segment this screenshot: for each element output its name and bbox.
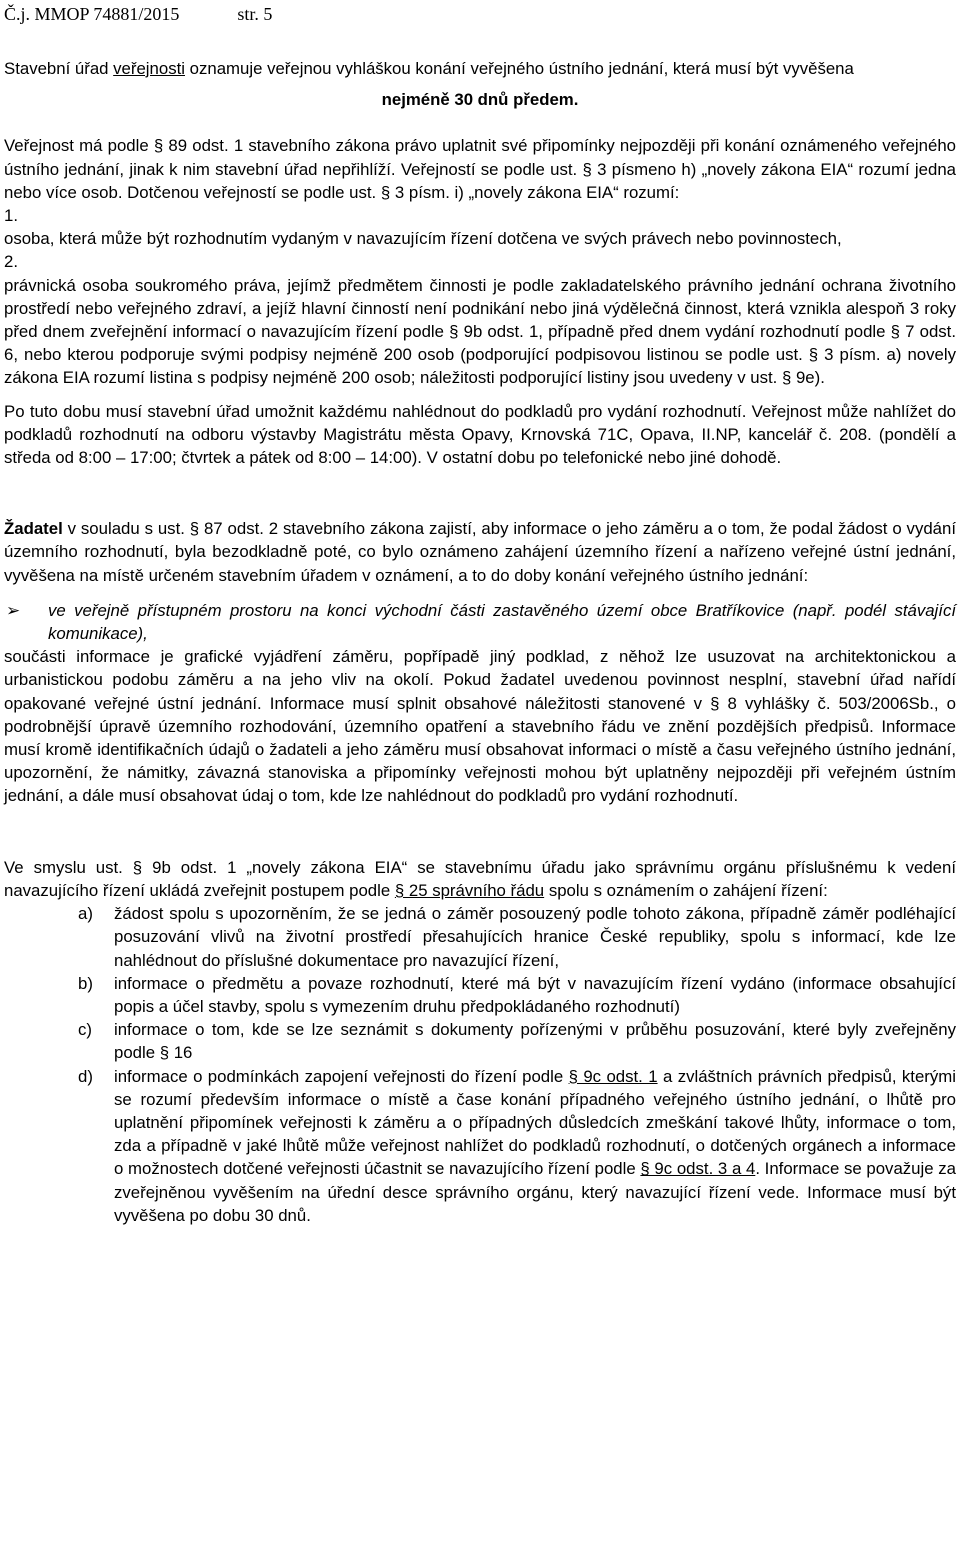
item-number: 2. (4, 252, 18, 272)
information-paragraph: součásti informace je grafické vyjádření záměru, popřípadě jiný podklad, z něhož lze usuzovat na architektonickou a urbanistickou podobu záměru a na jeho vliv na okolí. Pokud žadatel uvedenou povinnost nesplní, stavební úřad nařídí opakované veřejné ústní jednání. Informace musí splnit obsahové náležitosti stanovené v § 8 vyhlášky č. 503/2006Sb., o podrobnější úpravě územního rozhodování, územního opatření a stavebního řádu ve znění pozdějších předpisů. Informace musí kromě identifikačních údajů o žadateli a jeho záměru musí obsahovat informaci o místě a času veřejného ústního jednání, upozornění, že námitky, závazná stanoviska a připomínky veřejnosti mohou být uplatněny nejpozději při veřejném ústním jednání, a dále musí obsahovat údaj o tom, kde lze nahlédnout do podkladů pro vydání rozhodnutí. (4, 647, 956, 806)
deadline-bold: nejméně 30 dnů předem. (381, 90, 579, 110)
numbered-item-1 (4, 204, 956, 250)
item-text: právnická osoba soukromého práva, jejímž předmětem činnosti je podle zakladatelského právního jednání ochrana životního prostředí nebo veřejného zdraví, a jejíž hlavní činností není podnikání nebo jiná výdělečná činnost, která vznikla alespoň 3 roky před dnem zveřejnění informací o navazujícím řízení podle § 9b odst. 1, případně před dnem vydání rozhodnutí podle § 7 odst. 6, nebo kterou podporuje svými podpisy nejméně 200 osob (podporující podpisovou listinou se podle ust. § 3 písm. a) novely zákona EIA rozumí listina s podpisy nejméně 200 osob; náležitosti podporující listiny jsou uvedeny v ust. § 9e). (4, 275, 956, 388)
item-text: osoba, která může být rozhodnutím vydaným v navazujícím řízení dotčena ve svých právech nebo povinnostech, (4, 229, 842, 249)
lettered-list (78, 902, 956, 1227)
reference-number: Č.j. MMOP 74881/2015 (4, 4, 180, 24)
applicant-label: Žadatel (4, 519, 63, 539)
announcement-paragraph: Stavební úřad veřejnosti oznamuje veřejnou vyhláškou konání veřejného ústního jednání, která musí být vyvěšena (4, 59, 854, 78)
list-item: c) informace o tom, kde se lze seznámit s dokumenty pořízenými v průběhu posuzování, které byly zveřejněny podle § 16 (78, 1020, 956, 1063)
public-rights-paragraph: Veřejnost má podle § 89 odst. 1 stavebního zákona právo uplatnit své připomínky nejpozději při konání oznámeného veřejného ústního jednání, jinak k nim stavební úřad nepřihlíží. Veřejností se podle ust. § 3 písmeno h) „novely zákona EIA“ rozumí jedna nebo více osob. Dotčenou veřejností se podle ust. § 3 písm. i) „novely zákona EIA“ rozumí: (4, 136, 956, 202)
bullet-text: ve veřejně přístupném prostoru na konci východní části zastavěného území obce Bratříkovice (např. podél stávající komunikace), (48, 600, 956, 644)
list-item: d) informace o podmínkách zapojení veřejnosti do řízení podle § 9c odst. 1 a zvláštních právních předpisů, kterými se rozumí především informace o místě a čase konání případného veřejného ústního jednání, o lhůtě pro uplatnění připomínek veřejnosti k záměru a o případných důsledcích zmeškání takové lhůty, informace o tom, zda a případně v jaké lhůtě může veřejnost nahlížet do podkladů rozhodnutí, o dotčených orgánech a informace o možnostech dotčené veřejnosti účastnit se navazujícího řízení podle § 9c odst. 3 a 4. Informace se považuje za zveřejněnou vyvěšením na úřední desce správního orgánu, který navazující řízení vede. Informace musí být vyvěšena po dobu 30 dnů. (78, 1066, 956, 1225)
underlined-public: veřejnosti (113, 59, 185, 78)
list-item: b) informace o předmětu a povaze rozhodnutí, které má být v navazujícím řízení vydáno (informace obsahující popis a účel stavby, spolu s vymezením druhu předpokládaného rozhodnutí) (78, 973, 956, 1016)
list-item: a) žádost spolu s upozorněním, že se jedná o záměr posouzený podle tohoto zákona, případně záměr podléhající posuzování vlivů na životní prostředí přesahujících hranice České republiky, spolu s informací, kde lze nahlédnout do příslušné dokumentace pro navazující řízení, (78, 904, 956, 970)
numbered-item-2 (4, 250, 956, 389)
page-number: str. 5 (237, 4, 273, 24)
arrow-bullet-icon: ➢ (6, 600, 21, 620)
admin-code-link: § 25 správního řádu (394, 880, 545, 900)
inspection-paragraph: Po tuto dobu musí stavební úřad umožnit každému nahlédnout do podkladů pro vydání rozhodnutí. Veřejnost může nahlížet do podkladů rozhodnutí na odboru výstavby Magistrátu města Opavy, Krnovská 71C, Opava, II.NP, kancelář č. 208. (pondělí a středa od 8:00 – 17:00; čtvrtek a pátek od 8:00 – 14:00). V ostatní dobu po telefonické nebo jiné dohodě. (4, 401, 956, 468)
eia-paragraph: Ve smyslu ust. § 9b odst. 1 „novely zákona EIA“ se stavebnímu úřadu jako správnímu orgánu příslušnému k vedení navazujícího řízení ukládá zveřejnit postupem podle § 25 správního řádu spolu s oznámením o zahájení řízení: (4, 857, 956, 900)
bullet-item (4, 599, 956, 645)
underlined-reference: § 9c odst. 3 a 4 (640, 1159, 756, 1179)
item-number: 1. (4, 206, 18, 226)
page-header (4, 3, 272, 26)
body-text (4, 57, 956, 1227)
underlined-reference: § 9c odst. 1 (568, 1066, 658, 1086)
applicant-paragraph: Žadatel v souladu s ust. § 87 odst. 2 stavebního zákona zajistí, aby informace o jeho záměru a o tom, že podal žádost o vydání územního rozhodnutí, byla bezodkladně poté, co bylo oznámeno zahájení územního řízení a nařízeno veřejné ústní jednání, vyvěšena na místě určeném stavebním úřadem v oznámení, a to do doby konání veřejného ústního jednání: (4, 519, 956, 585)
